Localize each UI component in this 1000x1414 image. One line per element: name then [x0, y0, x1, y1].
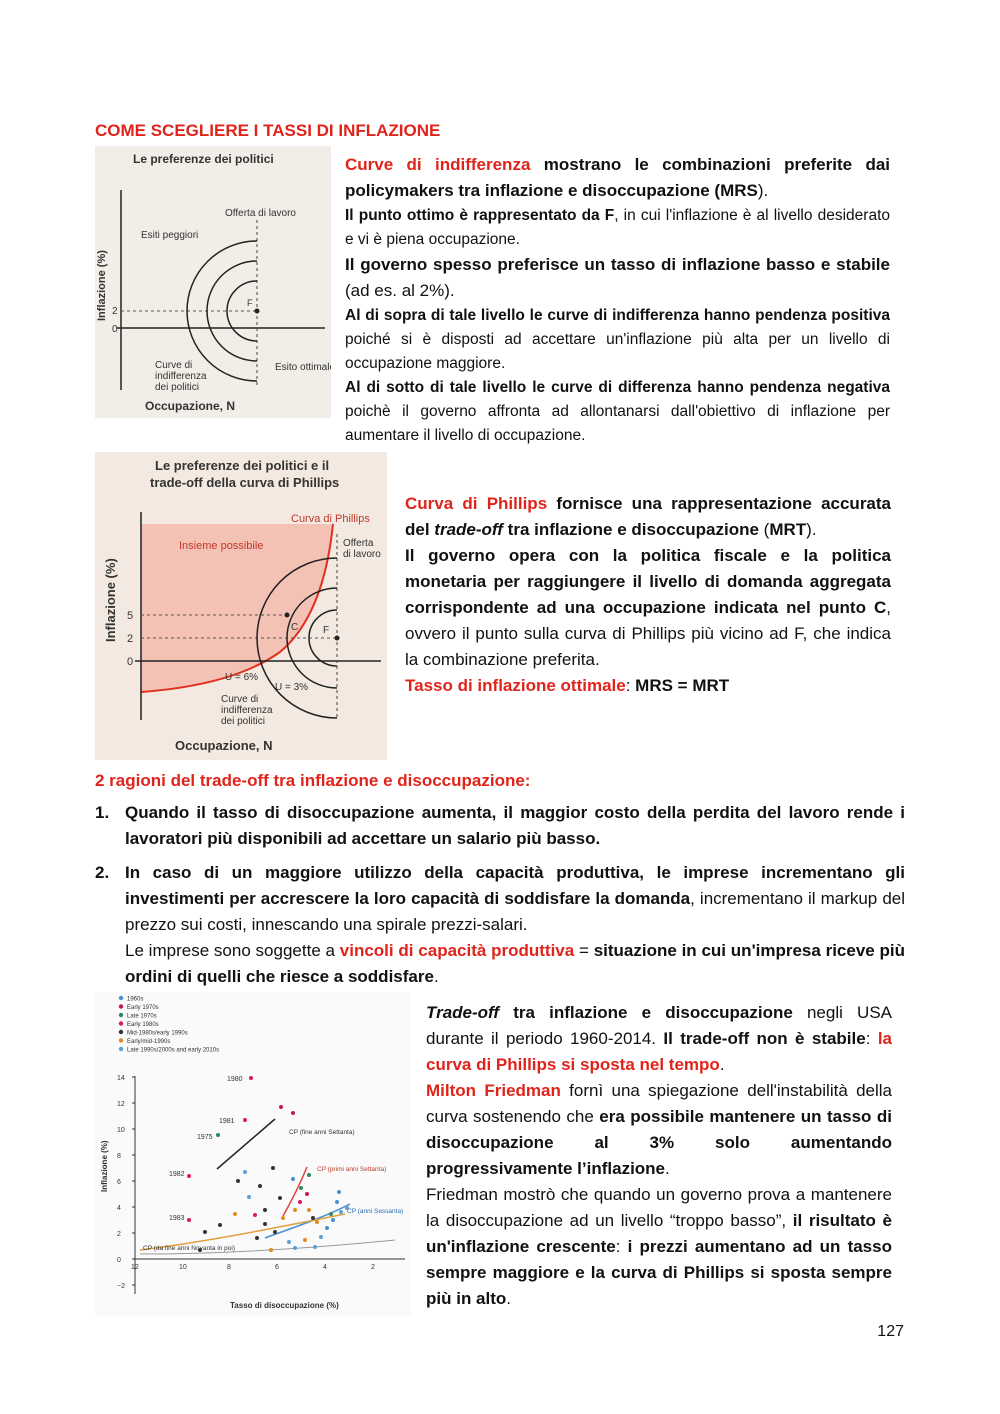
legend-swatch	[119, 1030, 123, 1034]
text-block-usa	[426, 1000, 892, 1312]
p3-bold: Il governo spesso preferisce un tasso di inflazione basso e stabile	[345, 255, 890, 274]
phillips-tradeoff-chart	[95, 452, 387, 760]
legend-swatch	[119, 996, 123, 1000]
y-tick-label: 8	[117, 1153, 121, 1160]
ann-cp-early70: CP (primi anni Settanta)	[317, 1166, 387, 1173]
p3-rest: (ad es. al 2%).	[345, 281, 455, 300]
scatter-point	[307, 1208, 311, 1212]
p4-rest: poiché si è disposti ad accettare un'inflazione più alta per un livello di occupazione maggiore.	[345, 331, 890, 372]
scatter-point	[243, 1118, 247, 1122]
scatter-point	[293, 1246, 297, 1250]
p2-bold: era possibile mantenere un tasso di disoccupazione al 3% solo aumentando progressivamente l’inflazione	[426, 1107, 892, 1178]
fig3-xlabel: Tasso di disoccupazione (%)	[230, 1301, 339, 1310]
x-tick-label: 2	[371, 1264, 375, 1271]
scatter-point	[281, 1216, 285, 1220]
legend-entry: Early 1980s	[127, 1022, 159, 1028]
fig2-title2: trade-off della curva di Phillips	[150, 475, 340, 490]
page-number: 127	[877, 1323, 904, 1340]
scatter-point	[233, 1212, 237, 1216]
term-mrs: MRS	[720, 181, 758, 200]
y-tick-label: 12	[117, 1101, 125, 1108]
p1-end: ).	[757, 181, 769, 200]
p1-rest: (	[758, 520, 770, 539]
scatter-point	[291, 1111, 295, 1115]
scatter-point	[319, 1235, 323, 1239]
y-tick-label: 14	[117, 1075, 125, 1082]
p1-end: .	[719, 1055, 725, 1074]
chart-legend	[119, 996, 219, 1054]
p2-bold: Il governo opera con la politica fiscale e la politica monetaria per raggiungere il livello di domanda aggregata corrispondente ad una occupazione indicata nel punto C	[405, 546, 891, 617]
ann-1975: 1975	[197, 1134, 213, 1141]
item1-rest: , il maggior costo della perdita del lavoro rende i lavoratori più disponibili ad accettare un salario più basso.	[125, 803, 906, 848]
scatter-point	[299, 1186, 303, 1190]
fig2-label-curve2: indifferenza	[221, 705, 273, 716]
scatter-point	[329, 1212, 333, 1216]
scatter-point	[218, 1223, 222, 1227]
term-vincoli: vincoli di capacità produttiva	[339, 941, 575, 960]
scatter-point	[287, 1240, 291, 1244]
scatter-point	[279, 1105, 283, 1109]
paragraph-punto-ottimo	[345, 204, 890, 252]
term-trade-off: trade-off	[434, 520, 503, 539]
p2-rest: , in cui l'inflazione è al livello desiderato e vi è piena occupazione.	[345, 207, 890, 248]
fig2-title1: Le preferenze dei politici e il	[155, 458, 330, 473]
p3-rest: Friedman mostrò che quando un governo prova a mantenere la disoccupazione ad un livello “troppo basso”,	[426, 1185, 892, 1230]
paragraph-friedman	[426, 1078, 892, 1182]
scatter-point	[263, 1222, 267, 1226]
fig2-tick-5: 5	[127, 610, 134, 622]
scatter-point	[255, 1236, 259, 1240]
y-tick-label: 4	[117, 1205, 121, 1212]
fig3-ylabel: Inflazione (%)	[100, 1140, 109, 1192]
scatter-point	[305, 1192, 309, 1196]
ann-cp90: CP (da fine anni Novanta in poi)	[143, 1245, 236, 1252]
p1-rest: negli USA durante il periodo 1960-2014.	[426, 1003, 892, 1048]
paragraph-sopra	[345, 304, 890, 376]
paragraph-tasso-ottimale	[405, 673, 891, 699]
scatter-point	[203, 1230, 207, 1234]
fig2-label-phillips: Curva di Phillips	[291, 513, 370, 525]
scatter-point	[236, 1179, 240, 1183]
fig1-label-curve3: dei politici	[155, 382, 199, 393]
p2-bold: Il punto ottimo è rappresentato da F	[345, 207, 615, 224]
p1-red: la curva di Phillips si sposta nel tempo	[426, 1029, 892, 1074]
legend-swatch	[119, 1038, 123, 1042]
p3-colon: :	[615, 1237, 628, 1256]
scatter-point	[291, 1177, 295, 1181]
list-item	[95, 860, 905, 990]
text-block-indifference	[345, 152, 890, 448]
scatter-point	[269, 1248, 273, 1252]
y-tick-label: 6	[117, 1179, 121, 1186]
term-curva-phillips: Curva di Phillips	[405, 494, 548, 513]
paragraph-curva-phillips	[405, 491, 891, 543]
legend-swatch	[119, 1013, 123, 1017]
scatter-point	[331, 1218, 335, 1222]
item2-p2end: .	[433, 967, 439, 986]
fig1-tick-2: 2	[112, 306, 118, 317]
x-tick-label: 12	[131, 1264, 139, 1271]
p2-rest: , ovvero il punto sulla curva di Phillips più vicino ad F, che indica la combinazione preferita.	[405, 598, 891, 669]
p5-bold: Al di sotto di tale livello le curve di differenza hanno pendenza negativa	[345, 379, 890, 396]
fig1-label-esiti: Esiti peggiori	[141, 230, 199, 241]
fig2-xlabel: Occupazione, N	[175, 738, 273, 753]
scatter-point	[187, 1218, 191, 1222]
ann-1980: 1980	[227, 1076, 243, 1083]
term-mrs-mrt: MRS = MRT	[635, 676, 730, 695]
p2-end: .	[665, 1159, 670, 1178]
fig2-label-offerta1: Offerta	[343, 538, 374, 549]
p1-end: ).	[806, 520, 817, 539]
legend-entry: 1960s	[127, 996, 144, 1003]
list-number: 1.	[95, 803, 110, 822]
y-tick-label: 2	[117, 1231, 121, 1238]
figure-phillips-tradeoff	[95, 452, 387, 760]
scatter-point	[271, 1166, 275, 1170]
legend-swatch	[119, 1021, 123, 1025]
fig2-tick-2: 2	[127, 633, 134, 645]
legend-entry: Late 1990s/2000s and early 2010s	[127, 1047, 220, 1054]
legend-entry: Early 1970s	[127, 1005, 159, 1011]
scatter-point	[307, 1173, 311, 1177]
p4-bold: Al di sopra di tale livello le curve di indifferenza hanno pendenza positiva	[345, 307, 890, 324]
fig2-label-offerta2: di lavoro	[343, 549, 381, 560]
indifference-curves-chart	[95, 146, 331, 418]
scatter-point	[247, 1195, 251, 1199]
term-mrt: MRT	[769, 520, 807, 539]
paragraph-friedman-result	[426, 1182, 892, 1312]
scatter-point	[187, 1174, 191, 1178]
list-item	[95, 800, 905, 852]
x-tick-label: 10	[179, 1264, 187, 1271]
y-tick-label: 10	[117, 1127, 125, 1134]
fig2-label-u3: U = 3%	[275, 682, 309, 693]
fig2-tick-0: 0	[127, 656, 134, 668]
legend-swatch	[119, 1047, 123, 1051]
figure-politicians-preferences	[95, 146, 331, 418]
text-block-phillips	[405, 491, 891, 699]
fig2-label-curve1: Curve di	[221, 694, 259, 705]
p3-colon: :	[625, 676, 636, 695]
ann-1981: 1981	[219, 1118, 235, 1125]
scatter-point	[278, 1196, 282, 1200]
scatter-chart	[95, 992, 411, 1316]
fig2-label-C: C	[291, 622, 299, 633]
scatter-point	[313, 1245, 317, 1249]
fig1-label-esito: Esito ottimale	[275, 362, 331, 373]
scatter-point	[335, 1200, 339, 1204]
ann-cp60: CP (anni Sessanta)	[347, 1208, 404, 1215]
p3-end: .	[506, 1289, 512, 1308]
x-tick-label: 4	[323, 1264, 327, 1271]
item1-bold: Quando il tasso di disoccupazione aumenta	[125, 803, 492, 822]
scatter-point	[253, 1213, 257, 1217]
item2-bold: In caso di un maggiore utilizzo della capacità produttiva, le imprese incrementano gli investimenti per accrescere la loro capacità di soddisfare la domanda	[125, 863, 905, 908]
legend-entry: Early/mid-1990s	[127, 1039, 171, 1045]
scatter-point	[216, 1133, 220, 1137]
term-tasso-ottimale: Tasso di inflazione ottimale	[405, 676, 626, 695]
scatter-point	[258, 1184, 262, 1188]
p1-rest: mostrano le combinazioni preferite dai policymakers tra inflazione e disoccupazione (	[345, 155, 891, 200]
p2-rest: fornì una spiegazione dell'instabilità della curva sostenendo che	[426, 1081, 892, 1126]
legend-entry: Mid-1980s/early 1990s	[127, 1030, 188, 1037]
p1-bold2: tra inflazione e disoccupazione	[502, 520, 759, 539]
paragraph-governo-opera	[405, 543, 891, 673]
scatter-point	[263, 1208, 267, 1212]
item2-rest: , incrementano il markup del prezzo sui costi, innescando una spirale prezzi-salari.	[125, 889, 906, 934]
y-tick-label: 0	[117, 1257, 121, 1264]
scatter-point	[303, 1238, 307, 1242]
p5-rest: poichè il governo affronta ad allontanarsi dall'obiettivo di inflazione per aumentare il livello di occupazione.	[345, 403, 890, 444]
fig1-label-F: F	[247, 298, 253, 308]
scatter-point	[337, 1190, 341, 1194]
fig1-label-offerta: Offerta di lavoro	[225, 208, 296, 219]
scatter-point	[243, 1170, 247, 1174]
p1-bold2: Il trade-off non è stabile	[663, 1029, 866, 1048]
figure-usa-phillips-scatter	[95, 992, 411, 1316]
scatter-point	[298, 1200, 302, 1204]
fig2-label-insieme: Insieme possibile	[179, 540, 264, 552]
ann-cp70: CP (fine anni Settanta)	[289, 1129, 355, 1136]
item2-p2bold: situazione in cui un'impresa riceve più ordini di quelli che riesce a soddisfare	[125, 941, 906, 986]
scatter-point	[273, 1230, 277, 1234]
paragraph-curve-indifferenza	[345, 152, 890, 204]
ann-1983: 1983	[169, 1215, 185, 1222]
legend-entry: Late 1970s	[127, 1013, 157, 1020]
fig1-label-curve2: indifferenza	[155, 371, 207, 382]
scatter-point	[293, 1208, 297, 1212]
scatter-point	[311, 1216, 315, 1220]
p1-bold: tra inflazione e disoccupazione	[499, 1003, 793, 1022]
page-title: COME SCEGLIERE I TASSI DI INFLAZIONE	[95, 121, 441, 140]
paragraph-sotto	[345, 376, 890, 448]
scatter-point	[315, 1220, 319, 1224]
fig2-label-curve3: dei politici	[221, 716, 265, 727]
fig1-label-curve1: Curve di	[155, 360, 193, 371]
item2-eq: =	[574, 941, 594, 960]
reasons-list	[95, 800, 905, 990]
scatter-point	[339, 1210, 343, 1214]
fig1-title: Le preferenze dei politici	[133, 152, 274, 166]
term-curve-indifferenza: Curve di indifferenza	[345, 155, 531, 174]
paragraph-tradeoff-usa	[426, 1000, 892, 1078]
x-tick-label: 8	[227, 1264, 231, 1271]
fig1-tick-0: 0	[112, 324, 118, 335]
list-number: 2.	[95, 863, 110, 882]
fig1-xlabel: Occupazione, N	[145, 399, 236, 413]
scatter-point	[325, 1226, 329, 1230]
ann-1982: 1982	[169, 1171, 185, 1178]
fig2-ylabel: Inflazione (%)	[103, 558, 118, 642]
section-two-reasons	[95, 768, 905, 990]
fig2-label-F: F	[323, 625, 330, 636]
section-heading: 2 ragioni del trade-off tra inflazione e disoccupazione:	[95, 771, 531, 790]
y-tick-label: −2	[117, 1283, 125, 1290]
scatter-point	[249, 1076, 253, 1080]
legend-swatch	[119, 1004, 123, 1008]
p3-bold: il risultato è un'inflazione crescente	[426, 1211, 892, 1256]
term-friedman: Milton Friedman	[426, 1081, 561, 1100]
term-trade-off: Trade-off	[426, 1003, 500, 1022]
item2-p2a: Le imprese sono soggette a	[125, 941, 340, 960]
fig2-label-u6: U = 6%	[225, 672, 259, 683]
p3-bold2: i prezzi aumentano ad un tasso sempre maggiore e la curva di Phillips si sposta sempre più in alto	[426, 1237, 892, 1308]
x-tick-label: 6	[275, 1264, 279, 1271]
paragraph-governo	[345, 252, 890, 304]
p1-colon: :	[865, 1029, 878, 1048]
fig1-ylabel: Inflazione (%)	[96, 250, 108, 321]
p1-bold: fornisce una rappresentazione accurata del	[405, 494, 891, 539]
